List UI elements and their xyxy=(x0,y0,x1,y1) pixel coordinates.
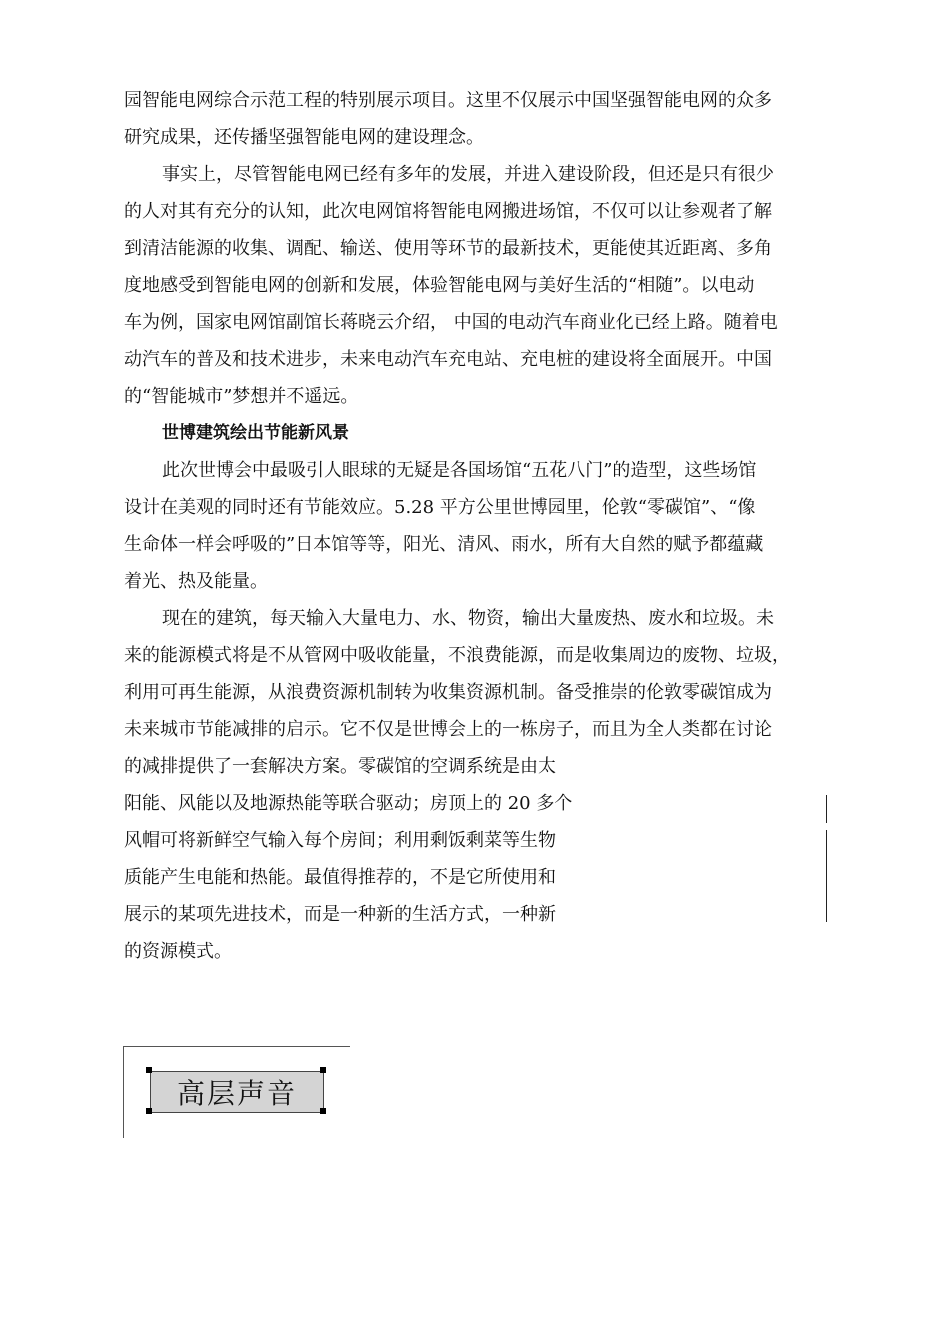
paragraph-expo-buildings xyxy=(124,452,824,600)
section-heading-text: 世博建筑绘出节能新风景 xyxy=(162,423,349,443)
text-line: 此次世博会中最吸引人眼球的无疑是各国场馆“五花八门”的造型，这些场馆 xyxy=(162,460,757,481)
text-line: 设计在美观的同时还有节能效应。5.28 平方公里世博园里，伦敦“零碳馆”、“像 xyxy=(124,497,756,518)
text-line: 的减排提供了一套解决方案。零碳馆的空调系统是由太 xyxy=(124,756,556,777)
text-line: 风帽可将新鲜空气输入每个房间；利用剩饭剩菜等生物 xyxy=(124,830,556,851)
resize-handle-bottom-left[interactable] xyxy=(146,1108,152,1114)
image-frame-border xyxy=(826,795,827,823)
section-frame-top-border xyxy=(123,1046,350,1047)
paragraph-smart-grid xyxy=(124,156,824,415)
text-line: 研究成果，还传播坚强智能电网的建设理念。 xyxy=(124,127,484,148)
text-line: 利用可再生能源，从浪费资源机制转为收集资源机制。备受推崇的伦敦零碳馆成为 xyxy=(124,682,772,703)
resize-handle-top-left[interactable] xyxy=(146,1067,152,1073)
text-line: 度地感受到智能电网的创新和发展，体验智能电网与美好生活的“相随”。以电动 xyxy=(124,275,755,296)
resize-handle-top-right[interactable] xyxy=(320,1067,326,1073)
text-line: 质能产生电能和热能。最值得推荐的，不是它所使用和 xyxy=(124,867,556,888)
text-line: 车为例，国家电网馆副馆长蒋晓云介绍， 中国的电动汽车商业化已经上路。随着电 xyxy=(124,312,778,333)
paragraph-zero-carbon xyxy=(124,600,824,970)
text-line: 阳能、风能以及地源热能等联合驱动；房顶上的 20 多个 xyxy=(124,793,573,814)
text-line: 动汽车的普及和技术进步，未来电动汽车充电站、充电桩的建设将全面展开。中国 xyxy=(124,349,772,370)
section-frame-left-border xyxy=(123,1046,124,1138)
resize-handle-bottom-right[interactable] xyxy=(320,1108,326,1114)
section-title-text: 高层声音 xyxy=(176,1077,297,1110)
text-line: 的“智能城市”梦想并不遥远。 xyxy=(124,386,359,407)
text-line: 来的能源模式将是不从管网中吸收能量，不浪费能源，而是收集周边的废物、垃圾， xyxy=(124,645,790,666)
text-line: 的人对其有充分的认知，此次电网馆将智能电网搬进场馆，不仅可以让参观者了解 xyxy=(124,201,772,222)
text-line: 的资源模式。 xyxy=(124,941,232,962)
text-line: 未来城市节能减排的启示。它不仅是世博会上的一栋房子，而且为全人类都在讨论 xyxy=(124,719,772,740)
text-line: 展示的某项先进技术，而是一种新的生活方式，一种新 xyxy=(124,904,556,925)
text-line: 到清洁能源的收集、调配、输送、使用等环节的最新技术，更能使其近距离、多角 xyxy=(124,238,772,259)
text-line: 园智能电网综合示范工程的特别展示项目。这里不仅展示中国坚强智能电网的众多 xyxy=(124,90,772,111)
section-heading xyxy=(124,415,824,452)
text-line: 现在的建筑，每天输入大量电力、水、物资，输出大量废热、废水和垃圾。未 xyxy=(162,608,774,629)
section-title-box[interactable] xyxy=(150,1071,324,1113)
text-line: 事实上，尽管智能电网已经有多年的发展，并进入建设阶段，但还是只有很少 xyxy=(162,164,774,185)
text-line: 着光、热及能量。 xyxy=(124,571,268,592)
image-frame-border xyxy=(826,830,827,922)
paragraph-intro-continued xyxy=(124,82,824,156)
text-line: 生命体一样会呼吸的”日本馆等等，阳光、清风、雨水，所有大自然的赋予都蕴藏 xyxy=(124,534,764,555)
